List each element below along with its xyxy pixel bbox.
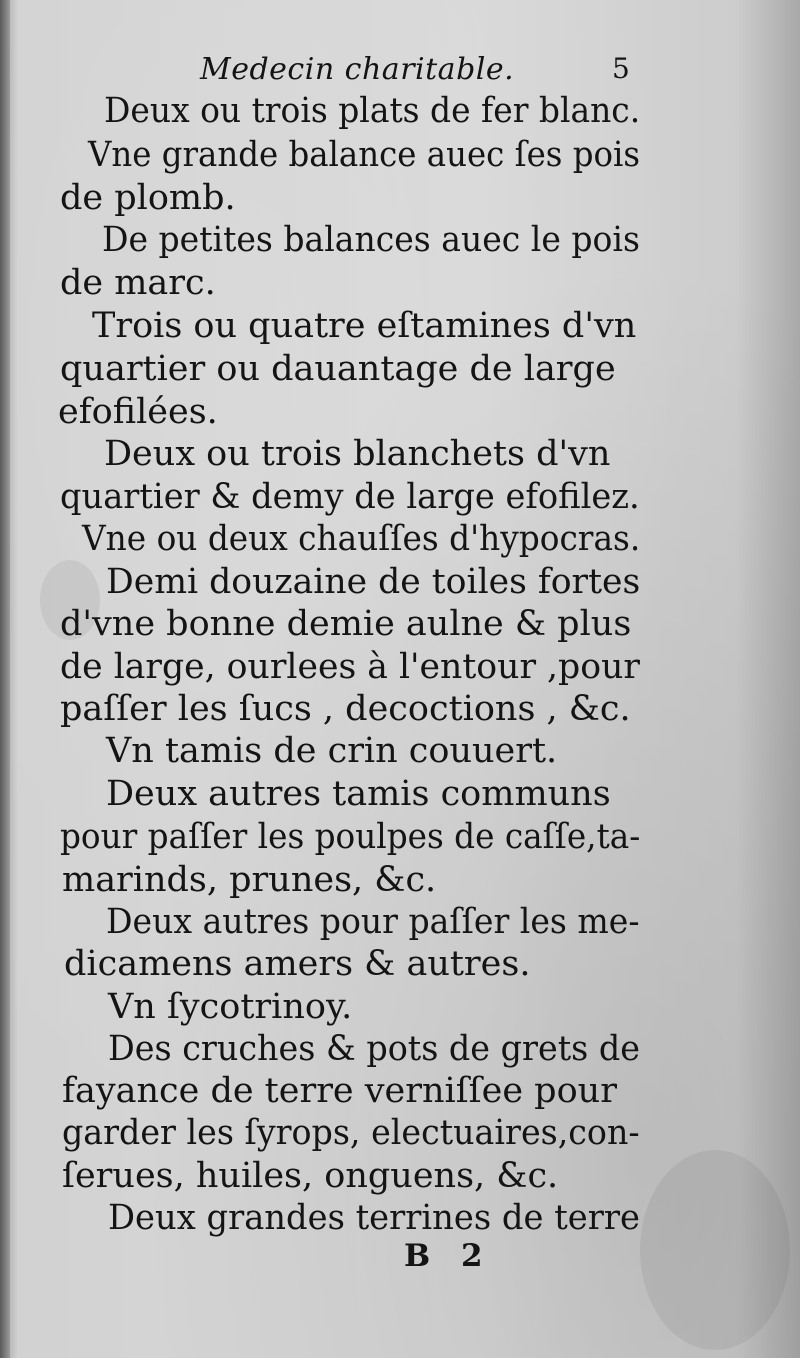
- text-line: garder les ſyrops, electuaires,con-: [62, 1113, 640, 1153]
- text-line: Deux autres tamis communs: [106, 774, 611, 814]
- text-line: dicamens amers & autres.: [64, 944, 531, 984]
- text-line: Vne ou deux chauſſes d'hypocras.: [82, 519, 641, 559]
- page-gutter-shadow: [0, 0, 10, 1358]
- text-line: De petites balances auec le pois: [102, 220, 640, 260]
- signature-mark: B 2: [404, 1238, 493, 1274]
- text-line: ſerues, huiles, onguens, &c.: [62, 1156, 559, 1196]
- text-line: Deux ou trois blanchets d'vn: [104, 434, 611, 474]
- text-line: pour paſſer les poulpes de caſſe,ta-: [60, 817, 641, 857]
- text-line: quartier & demy de large efofilez.: [60, 477, 640, 517]
- page-number: 5: [612, 52, 630, 85]
- text-line: fayance de terre verniſſee pour: [62, 1071, 617, 1111]
- text-line: de marc.: [60, 263, 216, 303]
- text-line: quartier ou dauantage de large: [60, 349, 616, 389]
- text-line: Vn tamis de crin couuert.: [106, 731, 558, 771]
- text-line: Deux autres pour paſſer les me-: [106, 902, 640, 942]
- text-line: Demi douzaine de toiles fortes: [106, 562, 641, 602]
- text-line: Des cruches & pots de grets de: [108, 1029, 640, 1069]
- text-line: efofilées.: [58, 392, 218, 432]
- text-line: de large, ourlees à l'entour ,pour: [60, 647, 640, 687]
- text-line: Vne grande balance auec ſes pois: [88, 135, 641, 175]
- text-line: Deux grandes terrines de terre: [108, 1198, 640, 1238]
- text-line: d'vne bonne demie aulne & plus: [60, 604, 632, 644]
- text-line: de plomb.: [60, 178, 236, 218]
- text-line: Vn ſycotrinoy.: [108, 987, 353, 1027]
- running-title: Medecin charitable.: [200, 52, 515, 87]
- text-line: Trois ou quatre eſtamines d'vn: [92, 306, 637, 346]
- paper-stain: [640, 1150, 790, 1350]
- text-line: marinds, prunes, &c.: [62, 860, 437, 900]
- text-line: paſſer les ſucs , decoctions , &c.: [60, 689, 631, 729]
- text-line: Deux ou trois plats de fer blanc.: [104, 91, 641, 131]
